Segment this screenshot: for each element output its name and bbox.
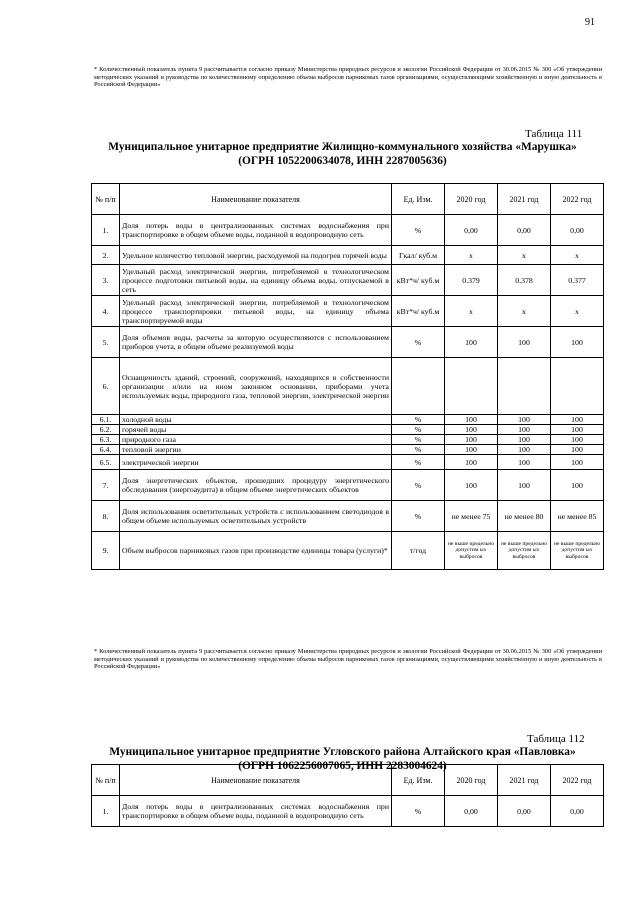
cell-2022: 0,00 [551,796,604,827]
cell-name: природного газа [120,435,392,445]
cell-2021: 100 [498,435,551,445]
cell-unit: Гкал/ куб.м [392,246,445,265]
table-row [92,796,604,827]
cell-unit: % [392,455,445,470]
cell-num: 1. [92,796,120,827]
cell-num: 5. [92,327,120,358]
header-2021: 2021 год [498,184,551,215]
cell-2020: 100 [445,425,498,435]
cell-name: Доля потерь воды в централизованных системах водоснабжения при транспортировке в общем объеме воды, поданной в водопроводную сеть [120,215,392,246]
cell-2022: не менее 85 [551,501,604,532]
cell-2020: 100 [445,415,498,425]
cell-2022: 0.377 [551,265,604,296]
table-row [92,415,604,425]
cell-unit: % [392,445,445,455]
cell-name: Доля объемов воды, расчеты за которую осуществляются с использованием приборов учета, в общем объеме реализуемой воды [120,327,392,358]
cell-2021: 100 [498,415,551,425]
page-number: 91 [585,17,595,28]
cell-2021: х [498,246,551,265]
header-name: Наименование показателя [120,765,392,796]
cell-2021: 100 [498,445,551,455]
cell-2020: х [445,246,498,265]
cell-unit: т/год [392,532,445,570]
cell-name: Объем выбросов парниковых газов при производстве единицы товара (услуги)* [120,532,392,570]
cell-num: 6.4. [92,445,120,455]
table-row [92,215,604,246]
table-row [92,265,604,296]
cell-num: 1. [92,215,120,246]
cell-num: 8. [92,501,120,532]
table-111-header-row [92,184,604,215]
cell-2020: не менее 75 [445,501,498,532]
cell-2020: х [445,296,498,327]
table-111-label: Таблица 111 [525,128,583,140]
cell-2021: 100 [498,425,551,435]
table-row [92,327,604,358]
cell-2022: 100 [551,455,604,470]
cell-2022: 100 [551,470,604,501]
cell-2021: 0.378 [498,265,551,296]
cell-2020: 0,00 [445,796,498,827]
cell-unit: % [392,796,445,827]
header-2021: 2021 год [498,765,551,796]
cell-unit: % [392,415,445,425]
cell-unit [392,358,445,415]
cell-unit: кВт*ч/ куб.м [392,296,445,327]
cell-name: Доля использования осветительных устройств с использованием светодиодов в общем объеме используемых осветительных устройств [120,501,392,532]
cell-2021: 100 [498,327,551,358]
cell-2020: 100 [445,435,498,445]
cell-2021: 100 [498,455,551,470]
cell-unit: % [392,215,445,246]
cell-2020: 100 [445,470,498,501]
table-row [92,358,604,415]
header-2020: 2020 год [445,765,498,796]
cell-unit: % [392,470,445,501]
cell-2022: 100 [551,327,604,358]
header-num: № п/п [92,184,120,215]
header-num: № п/п [92,765,120,796]
cell-2022: 100 [551,445,604,455]
cell-2020: 0,00 [445,215,498,246]
cell-unit: кВт*ч/ куб.м [392,265,445,296]
cell-2020: не выше предельно допустим ых выбросов [445,532,498,570]
cell-unit: % [392,327,445,358]
cell-2022: х [551,296,604,327]
cell-name: тепловой энергии [120,445,392,455]
cell-unit: % [392,501,445,532]
table-row [92,445,604,455]
table-112-header-row [92,765,604,796]
cell-name: Удельный расход электрической энергии, потребляемой в технологическом процессе подготовки питьевой воды, на единицу объема воды, отпускаемой в сеть [120,265,392,296]
cell-name: Доля энергетических объектов, прошедших процедуру энергетического обследования (энергоаудита) в общем объеме энергетических объектов [120,470,392,501]
cell-2021: не менее 80 [498,501,551,532]
cell-2021 [498,358,551,415]
cell-2021: 0,00 [498,215,551,246]
table-111-title: Муниципальное унитарное предприятие Жилищно-коммунального хозяйства «Марушка» (ОГРН 1052200634078, ИНН 2287005636) [108,141,577,167]
table-row [92,425,604,435]
table-112 [91,764,604,827]
cell-2022: 0,00 [551,215,604,246]
header-2020: 2020 год [445,184,498,215]
cell-2020: 100 [445,445,498,455]
cell-name: Удельный расход электрической энергии, потребляемой в технологическом процессе транспортировки питьевой воды, на единицу объема транспортируемой воды [120,296,392,327]
table-row [92,501,604,532]
header-unit: Ед. Изм. [392,765,445,796]
header-name: Наименование показателя [120,184,392,215]
cell-name: Удельное количество тепловой энергии, расходуемой на подогрев горячей воды [120,246,392,265]
cell-num: 9. [92,532,120,570]
cell-num: 6.1. [92,415,120,425]
cell-num: 4. [92,296,120,327]
table-row [92,470,604,501]
cell-2020: 100 [445,327,498,358]
cell-2022 [551,358,604,415]
table-112-title: Муниципальное унитарное предприятие Угловского района Алтайского края «Павловка» (ОГРН 1062256007065, ИНН 2283004624) [109,746,576,772]
cell-2021: 100 [498,470,551,501]
header-2022: 2022 год [551,765,604,796]
cell-name: горячей воды [120,425,392,435]
cell-num: 6. [92,358,120,415]
cell-num: 6.2. [92,425,120,435]
cell-2021: 0,00 [498,796,551,827]
cell-2021: х [498,296,551,327]
table-row [92,246,604,265]
cell-num: 3. [92,265,120,296]
table-row [92,435,604,445]
header-unit: Ед. Изм. [392,184,445,215]
cell-2022: х [551,246,604,265]
cell-name: холодной воды [120,415,392,425]
table-112-label: Таблица 112 [527,733,585,745]
cell-2020: 100 [445,455,498,470]
table-row [92,455,604,470]
cell-num: 6.3. [92,435,120,445]
table-111 [91,183,604,570]
cell-2020: 0.379 [445,265,498,296]
cell-2022: 100 [551,425,604,435]
cell-num: 6.5. [92,455,120,470]
cell-unit: % [392,435,445,445]
cell-2022: 100 [551,415,604,425]
cell-name: электрической энергии [120,455,392,470]
table-row [92,296,604,327]
cell-2022: не выше предельно допустим ых выбросов [551,532,604,570]
cell-2020 [445,358,498,415]
cell-2022: 100 [551,435,604,445]
cell-num: 2. [92,246,120,265]
header-2022: 2022 год [551,184,604,215]
cell-name: Оснащенность зданий, строений, сооружений, находящихся в собственности организации и/или на ином законном основании, приборами учета используемых воды, природного газа, тепловой энергии, электрической энергии [120,358,392,415]
footnote-top: * Количественный показатель пункта 9 рассчитывается согласно приказу Министерства природных ресурсов и экологии Российской Федерации от 30.06.2015 № 300 «Об утверждении методических указаний и руководства по количественному определению объема выбросов парниковых газов организациями, осуществляющими хозяйственную и иную деятельность в Российской Федерации» [94,66,602,89]
cell-unit: % [392,425,445,435]
cell-2021: не выше предельно допустим ых выбросов [498,532,551,570]
cell-name: Доля потерь воды в централизованных системах водоснабжения при транспортировке в общем объеме воды, поданной в водопроводную сеть [120,796,392,827]
footnote-mid: * Количественный показатель пункта 9 рассчитывается согласно приказу Министерства природных ресурсов и экологии Российской Федерации от 30.06.2015 № 300 «Об утверждении методических указаний и руководства по количественному определению объема выбросов парниковых газов организациями, осуществляющими хозяйственную и иную деятельность в Российской Федерации» [94,648,602,671]
table-row [92,532,604,570]
cell-num: 7. [92,470,120,501]
